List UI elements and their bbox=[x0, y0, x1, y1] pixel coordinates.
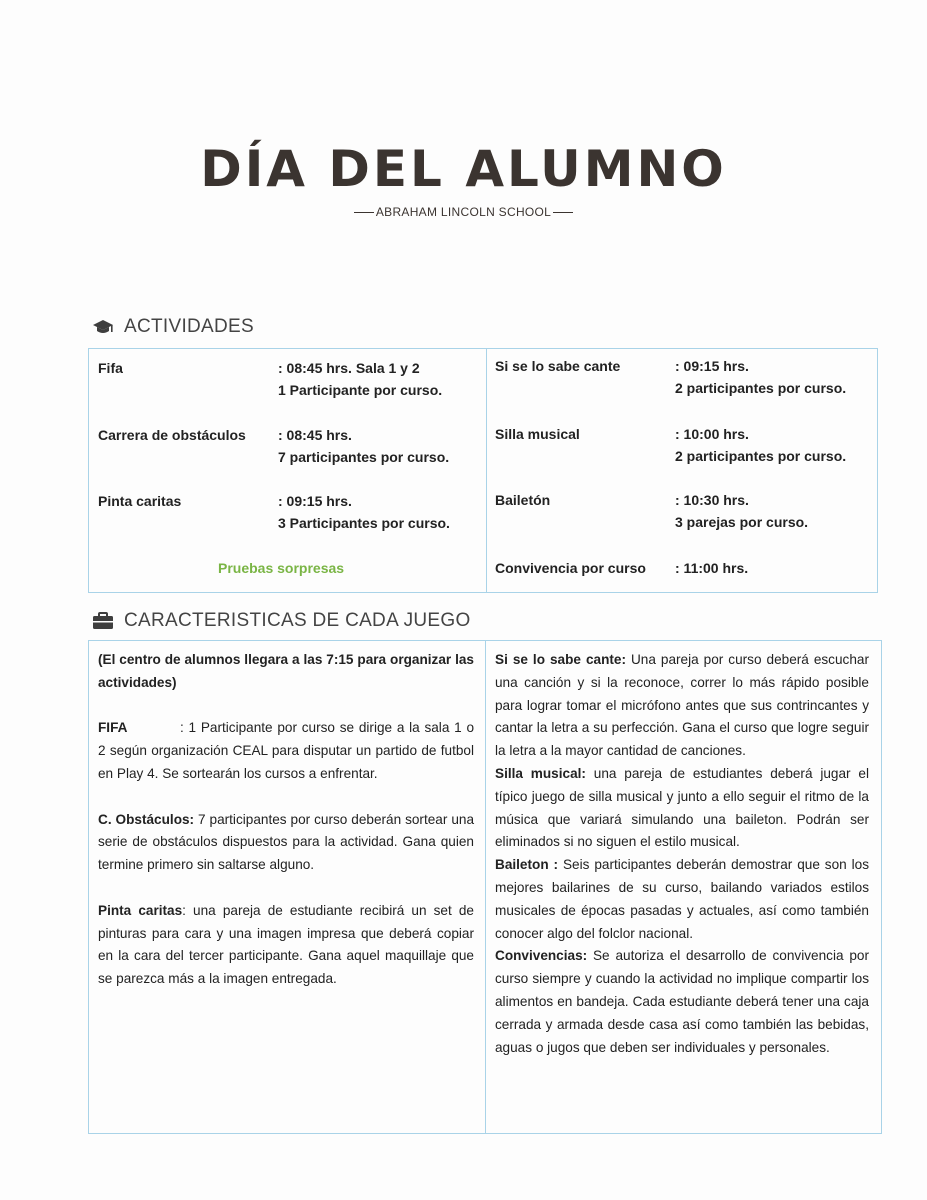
activity-time: : 08:45 hrs. Sala 1 y 2 bbox=[278, 360, 420, 376]
feature-label: Pinta caritas bbox=[98, 902, 183, 918]
page-subtitle bbox=[0, 205, 927, 219]
divider bbox=[553, 212, 573, 213]
activity-time: : 08:45 hrs. bbox=[278, 427, 352, 443]
activity-name: Fifa bbox=[98, 360, 123, 376]
activity-name: Si se lo sabe cante bbox=[495, 358, 621, 374]
graduation-cap-icon bbox=[92, 318, 114, 336]
features-heading-label: CARACTERISTICAS DE CADA JUEGO bbox=[124, 610, 471, 631]
activity-participants: 1 Participante por curso. bbox=[278, 382, 443, 398]
activity-info bbox=[675, 355, 846, 399]
school-name: ABRAHAM LINCOLN SCHOOL bbox=[375, 205, 552, 219]
feature-label: Silla musical: bbox=[495, 765, 586, 781]
activity-name: Carrera de obstáculos bbox=[98, 427, 246, 443]
activity-time: : 11:00 hrs. bbox=[675, 560, 749, 576]
feature-pinta-caritas: Pinta caritas: una pareja de estudiante recibirá un set de pinturas para cara y una imagen impresa que deberá copiar en la cara del tercer participante. Gana aquel maquillaje que se parezca más a la imagen entregada. bbox=[98, 902, 474, 987]
features-heading bbox=[92, 610, 471, 632]
activity-name: Pinta caritas bbox=[98, 493, 182, 509]
activity-participants: 7 participantes por curso. bbox=[278, 449, 450, 465]
activity-info bbox=[278, 490, 450, 534]
column-divider bbox=[486, 349, 487, 592]
activity-info bbox=[675, 423, 846, 467]
activity-info bbox=[675, 489, 808, 533]
activity-participants: 2 participantes por curso. bbox=[675, 380, 847, 396]
feature-label: Baileton : bbox=[495, 857, 559, 873]
briefcase-icon bbox=[92, 612, 114, 630]
activities-table bbox=[88, 348, 878, 593]
features-table bbox=[88, 640, 882, 1134]
feature-obstaculos: C. Obstáculos: 7 participantes por curso deberán sortear una serie de obstáculos dispuestos para la actividad. Gana quien termine primero sin saltarse alguno. bbox=[98, 811, 474, 873]
activity-participants: 2 participantes por curso. bbox=[675, 448, 847, 464]
feature-label: Si se lo sabe cante: bbox=[495, 652, 626, 667]
activity-info bbox=[278, 357, 442, 401]
feature-label: C. Obstáculos: bbox=[98, 811, 195, 827]
activity-name: Silla musical bbox=[495, 426, 580, 442]
features-left-column bbox=[98, 649, 474, 991]
activity-info bbox=[278, 424, 449, 468]
intro-note: (El centro de alumnos llegara a las 7:15 para organizar las actividades) bbox=[98, 652, 474, 690]
feature-convivencias: Convivencias: Se autoriza el desarrollo de convivencia por curso siempre y cuando la actividad no implique compartir los alimentos en bandeja. Cada estudiante deberá tener una caja cerrada y armada desde casa así como también las bebidas, aguas o jugos que deben ser individuales y personales. bbox=[495, 948, 869, 1055]
activity-participants: 3 parejas por curso. bbox=[675, 514, 809, 530]
activities-heading-label: ACTIVIDADES bbox=[124, 316, 254, 337]
activity-time: : 10:30 hrs. bbox=[675, 492, 749, 508]
feature-baileton: Baileton : Seis participantes deberán demostrar que son los mejores bailarines de su curso, bailando variados estilos musicales de épocas pasadas y actuales, así como también conocer algo del folclor nacional. bbox=[495, 857, 869, 941]
activity-name: Convivencia por curso bbox=[495, 560, 646, 576]
feature-fifa: FIFA : 1 Participante por curso se dirige a la sala 1 o 2 según organización CEAL para disputar un partido de futbol en Play 4. Se sortearán los cursos a enfrentar. bbox=[98, 717, 474, 785]
activity-time: : 10:00 hrs. bbox=[675, 426, 749, 442]
activity-time: : 09:15 hrs. bbox=[675, 358, 749, 374]
surprise-tests-label: Pruebas sorpresas bbox=[218, 560, 345, 576]
features-right-column bbox=[495, 649, 869, 1059]
feature-silla-musical: Silla musical: una pareja de estudiantes deberá jugar el típico juego de silla musical y junto a ello seguir el ritmo de la música que variará simulando una baileton. Podrán ser eliminados si no siguen el estilo musical. bbox=[495, 765, 869, 850]
activity-name: Bailetón bbox=[495, 492, 551, 508]
activity-time: : 09:15 hrs. bbox=[278, 493, 352, 509]
column-divider bbox=[485, 641, 486, 1133]
divider bbox=[354, 212, 374, 213]
feature-label: Convivencias: bbox=[495, 948, 588, 964]
activities-heading bbox=[92, 316, 254, 338]
feature-cante: Si se lo sabe cante: Una pareja por curso deberá escuchar una canción y si la reconoce, correr lo más rápido posible para lograr tomar el micrófono antes que sus contrincantes y cantar la letra a su perfección. Gana el curso que logre seguir la letra a la mayor cantidad de canciones. bbox=[495, 652, 869, 759]
activity-participants: 3 Participantes por curso. bbox=[278, 515, 450, 531]
page-title: DÍA DEL ALUMNO bbox=[200, 140, 727, 198]
activity-info bbox=[675, 557, 748, 579]
feature-label: FIFA bbox=[98, 720, 128, 736]
